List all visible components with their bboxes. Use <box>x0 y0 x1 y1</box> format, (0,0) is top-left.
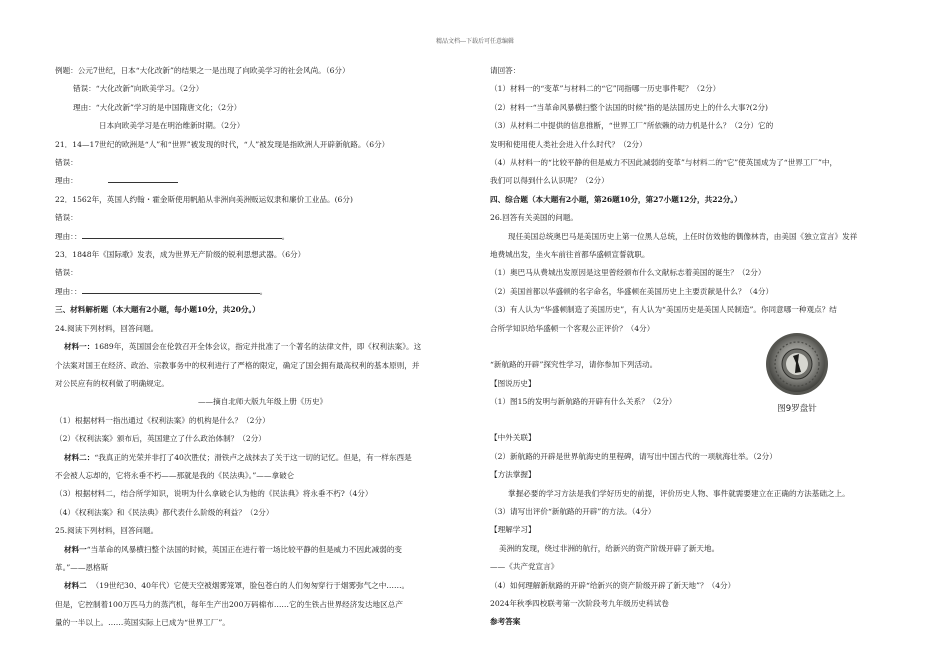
example-reason: 理由：“大化改新”学习的是中国隋唐文化；（2分） <box>73 102 242 112</box>
reason-line <box>55 283 470 301</box>
section-4-title: 四、综合题（本大题有2小题，第26题10分，第27小题12分，共22分。） <box>490 194 742 204</box>
question-25: 25.阅读下列材料，回答问题。 <box>55 526 159 536</box>
error-label: 错误： <box>55 213 78 223</box>
question-27-1: （1）图15的发明与新航路的开辟有什么关系？（2分） <box>490 396 677 406</box>
question-24-4: （4）《权利法案》和《民法典》都代表什么阶级的利益？（2分） <box>55 507 274 517</box>
example-question: 例题：公元7世纪，日本“大化改新”的结果之一是出现了向欧美学习的社会风尚。（6分） <box>55 66 350 75</box>
material-2-label: 材料二： <box>64 452 95 462</box>
zx-heading: 【中外关联】 <box>490 433 536 443</box>
material-2-line-b: 不会被人忘却的，它将永垂不朽——那就是我的《民法典》。”——拿破仑 <box>55 470 295 480</box>
ask-label: 请回答： <box>490 66 521 75</box>
q25-material-1-label: 材料一 <box>64 544 87 554</box>
question-23: 23．1848年《国际歌》发表，成为世界无产阶级的锐利思想武器。（6分） <box>55 250 306 260</box>
lj-passage: 美洲的发现，绕过非洲的航行，给新兴的资产阶级开辟了新天地。 <box>499 543 720 553</box>
q25-material-1-line-a: 材料一“当革命的风暴横扫整个法国的时候，英国正在进行着一场比较平静的但是威力不因此减弱的变 <box>64 544 403 554</box>
question-24-1: （1）根据材料一指出通过《权利法案》的机构是什么？（2分） <box>55 415 270 425</box>
material-1-line-c: 对公民应有的权利做了明确规定。 <box>55 378 169 388</box>
q25-material-1-line-b: 革。”——恩格斯 <box>55 562 109 572</box>
question-22: 22．1562年，英国人约翰・霍金斯使用帆船从非洲向美洲贩运奴隶和廉价工业品。(6分) <box>55 194 353 204</box>
question-26-3b: 合所学知识给华盛顿一个客观公正评价？（4分） <box>490 323 655 333</box>
reason-label: 理由：： <box>55 286 82 296</box>
question-26-2: （2）美国首都以华盛顿的名字命名，华盛顿在美国历史上主要贡献是什么？（4分） <box>490 286 774 296</box>
reason-line <box>55 228 470 246</box>
question-21: 21．14—17世纪的欧洲是“人”和“世界”被发现的时代，“人”被发现是指欧洲人开辟新航路。（6分） <box>55 139 390 149</box>
lj-heading: 【理解学习】 <box>490 525 536 535</box>
reason-label: 理由：： <box>55 231 82 241</box>
section-3-title: 三、材料解析题（本大题有2小题，每小题10分，共20分。） <box>55 305 260 315</box>
question-27-4: （4）如何理解新航路的开辟“给新兴的资产阶级开辟了新天地”？（4分） <box>490 580 736 590</box>
compass-caption: 图9罗盘针 <box>777 404 817 414</box>
question-26-1: （1）奥巴马从费城出发原因是这里曾经颁布什么文献标志着美国的诞生？（2分） <box>490 268 766 278</box>
question-24-3: （3）根据材料二，结合所学知识，说明为什么拿破仑认为他的《民法典》将永垂不朽?（4分） <box>55 489 373 499</box>
q25-material-2-line-a: 材料二 （19世纪30、40年代）它使天空被烟雾笼罩，脸包苍白的人们匆匆穿行于烟雾弥气之中……。 <box>64 581 410 591</box>
left-column <box>55 62 470 633</box>
compass-image <box>765 332 829 396</box>
period: 。 <box>281 231 290 241</box>
ff-heading: 【方法掌握】 <box>490 470 536 480</box>
reason-line <box>55 172 470 190</box>
ff-passage: 掌握必要的学习方法是我们学好历史的前提，评价历史人物、事件就需要建立在正确的方法基础之上。 <box>508 488 850 498</box>
blank-line <box>490 338 895 356</box>
answer-blank <box>108 173 178 183</box>
q25-material-2-line-c: 量的一半以上。……英国实际上已成为“世界工厂”。 <box>55 618 230 628</box>
answer-blank <box>82 284 260 294</box>
error-label: 错误： <box>55 158 78 168</box>
lj-source: ——《共产党宣言》 <box>490 562 559 572</box>
q25-material-2-label: 材料二 <box>64 581 87 591</box>
material-1-line-a: 材料一：1689年，英国国会在伦敦召开全体会议，指定并批准了一个著名的法律文件，即《权利法案》。这 <box>64 342 422 352</box>
material-1-label: 材料一： <box>64 342 95 352</box>
material-2-line-a: 材料二：“我真正的光荣并非打了40次胜仗；滑铁卢之战抹去了关于这一切的记忆。但是，有一样东西是 <box>64 452 412 462</box>
blank-line <box>490 411 895 429</box>
period: 。 <box>259 286 268 296</box>
question-26-3a: （3）有人认为“华盛顿制造了美国历史”，有人认为“美国历史是美国人民制造”。你同意哪一种观点？结 <box>490 305 837 315</box>
page-header: 精品文档---下载后可任意编辑 <box>435 38 515 45</box>
exam-title: 2024年秋季四校联考第一次阶段考九年级历史科试卷 <box>490 598 669 608</box>
question-25-4b: 我们可以得到什么认识呢？（2分） <box>490 176 609 186</box>
question-27-2: （2）新航路的开辟是世界航海史的里程碑，请写出中国古代的一项航海壮举。（2分） <box>490 451 777 461</box>
question-25-1: （1）材料一的“变革”与材料二的“它”同指哪一历史事件呢？（2分） <box>490 84 721 94</box>
example-error: 错误：“大化改新”向欧美学习。（2分） <box>73 84 204 94</box>
compass-icon <box>765 332 829 396</box>
q26-passage-1: 现任美国总统奥巴马是美国历史上第一位黑人总统，上任时仿效他的偶像林肯，由美国《独立宣言》发祥 <box>508 231 858 241</box>
error-label: 错误： <box>55 268 78 278</box>
question-25-2: （2）材料一“当革命风暴横扫整个法国的时候”指的是法国历史上的什么大事?(2分) <box>490 102 769 112</box>
question-25-3a: （3）从材料二中提供的信息推断，“世界工厂”所依赖的动力机是什么？（2分）它的 <box>490 121 774 131</box>
material-1-line-b: 个法案对国王在经济、政治、宗教事务中的权利进行了严格的限定，确定了国会拥有最高权利的基本原则，并 <box>55 360 420 370</box>
question-25-3b: 发明和使用使人类社会进入什么时代？（2分） <box>490 139 647 149</box>
question-24-2: （2）《权利法案》颁布后，英国建立了什么政治体制？（2分） <box>55 434 266 444</box>
q25-material-2-line-b: 但是，它控制着100万匹马力的蒸汽机，每年生产出200万码棉布……它的生铁占世界经济发达地区总产 <box>55 599 403 609</box>
answer-key-heading: 参考答案 <box>490 617 521 627</box>
question-27-3: （3）请写出评价“新航路的开辟”的方法。（4分） <box>490 506 656 516</box>
question-25-4a: （4）从材料一的“比较平静的但是威力不因此减弱的变革”与材料二的“它”使英国成为了“世界工厂”中， <box>490 158 838 168</box>
reason-label: 理由： <box>55 176 78 186</box>
right-column <box>490 62 895 632</box>
answer-blank <box>82 229 282 239</box>
material-1-source: ——摘自北师大版九年级上册《历史》 <box>197 397 328 407</box>
q26-passage-2: 地费城出发，坐火车前往首都华盛顿宣誓就职。 <box>490 250 650 260</box>
question-24: 24.阅读下列材料，回答问题。 <box>55 323 159 333</box>
question-27: “新航路的开辟”探究性学习，请你参加下列活动。 <box>490 360 658 370</box>
question-26: 26.回答有关美国的问题。 <box>490 213 579 223</box>
example-reason-2: 日本向欧美学习是在明治维新时期。（2分） <box>99 121 245 131</box>
tu-heading: 【图说历史】 <box>490 378 536 388</box>
